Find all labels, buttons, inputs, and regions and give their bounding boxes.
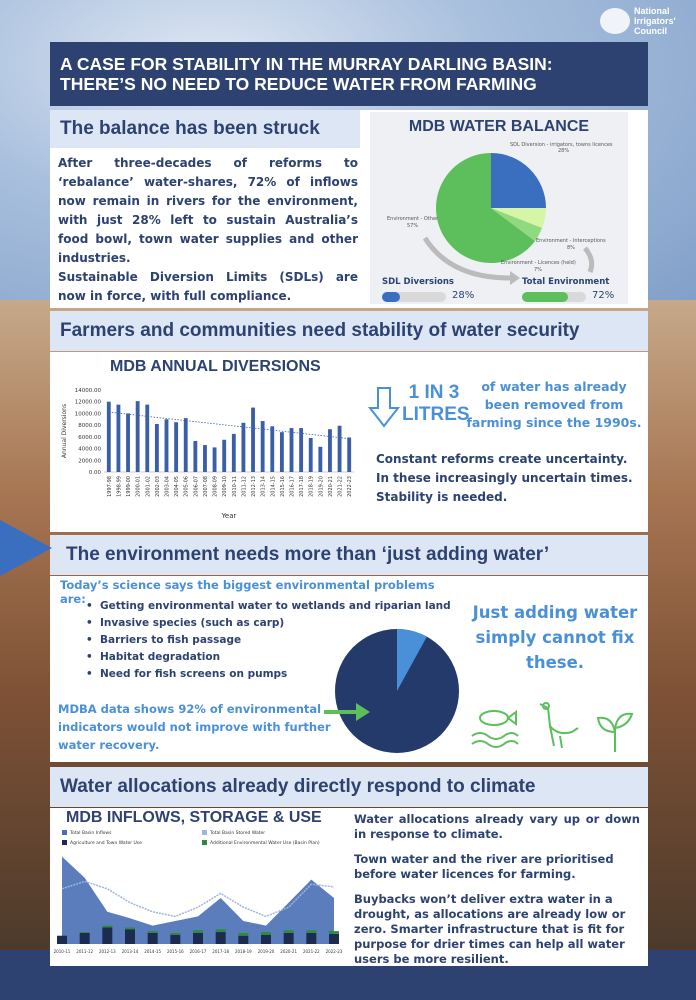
section4-para2: Town water and the river are prioritised before water licences for farming. [354, 852, 614, 881]
label-sdl-pct: 28% [558, 148, 570, 154]
big-unit: LITRES [402, 404, 470, 425]
stat-text: of water has already been removed from farming since the 1990s. [466, 379, 642, 430]
x-tick-label: 2021-22 [337, 476, 344, 497]
y-tick-label: 6000.00 [78, 434, 101, 441]
diversion-bar [145, 405, 149, 472]
sdl-bar-label: SDL Diversions [382, 277, 454, 287]
inflows-chart-title: MDB INFLOWS, STORAGE & USE [66, 809, 322, 826]
diversion-bar [280, 432, 284, 472]
problem-item-5: • Need for fish screens on pumps [86, 668, 466, 680]
problem-item-2: • Invasive species (such as carp) [86, 617, 466, 629]
section1-para2: Sustainable Diversion Limits (SDLs) are now in force, with full compliance. [58, 270, 358, 303]
diversion-bar [126, 413, 130, 472]
x-tick-label: 2020-21 [327, 476, 334, 497]
section4-para3: Buybacks won’t deliver extra water in a drought, as allocations are already low or zero. Smarter infrastructure that is fit for purpose for drier times can help all water users be more resilient. [354, 892, 626, 966]
use-bar [238, 936, 248, 944]
x-tick-label: 2017-18 [299, 476, 306, 497]
diversion-bar [270, 426, 274, 472]
label-sdl: SDL Diversion - irrigators, towns licences [510, 142, 613, 148]
inflows-chart [53, 830, 343, 962]
legend-label: Total Basin Stored Water [210, 831, 266, 836]
y-tick-label: 8000.00 [78, 423, 101, 430]
use-bar [306, 933, 316, 944]
y-tick-label: 2000.00 [78, 458, 101, 465]
diversion-bar [318, 447, 322, 472]
use-bar [102, 927, 112, 944]
fish-icon [470, 704, 520, 750]
x-tick-label: 2001-02 [145, 476, 152, 497]
diversion-bar [136, 401, 140, 472]
x-tick-label: 2012-13 [98, 949, 116, 954]
diversion-bar [328, 429, 332, 472]
pie-slice-sdl [491, 153, 546, 208]
x-tick-label: 2013-14 [260, 476, 267, 497]
x-tick-label: 2003-04 [164, 476, 171, 497]
section1-heading: The balance has been struck [50, 110, 360, 148]
diversion-bar [222, 440, 226, 472]
legend-label: Total Basin Inflows [70, 831, 112, 836]
x-tick-label: 2016-17 [289, 476, 296, 497]
x-tick-label: 2019-20 [257, 949, 275, 954]
x-tick-label: 2018-19 [308, 476, 315, 497]
label-intercept: Environment - Interceptions [536, 238, 606, 244]
y-tick-label: 4000.00 [78, 446, 101, 453]
env-use-bar [102, 926, 112, 928]
x-tick-label: 2000-01 [135, 476, 142, 497]
x-tick-label: 2006-07 [193, 476, 200, 497]
x-tick-label: 2007-08 [202, 476, 209, 497]
x-axis-label: Year [221, 512, 237, 520]
env-bar-fill [522, 292, 568, 302]
use-bar [261, 935, 271, 944]
x-tick-label: 2010-11 [53, 949, 71, 954]
label-env-other-pct: 57% [407, 223, 419, 229]
section4-heading: Water allocations already directly respond to climate [50, 767, 648, 807]
diversion-bar [117, 405, 121, 472]
bird-icon [532, 698, 582, 752]
diversion-bar [232, 434, 236, 472]
x-tick-label: 2008-09 [212, 476, 219, 497]
trend-line [109, 412, 349, 438]
balance-chart-title: MDB WATER BALANCE [408, 118, 590, 135]
triangle-marker-icon [0, 520, 52, 576]
legend-swatch [62, 840, 67, 845]
env-use-bar [329, 931, 339, 934]
x-tick-label: 2013-14 [121, 949, 139, 954]
x-tick-label: 2010-11 [231, 476, 238, 497]
arrow-head-left [510, 271, 520, 285]
x-tick-label: 1998-99 [116, 476, 123, 497]
indicators-pie [330, 624, 464, 758]
env-use-bar [238, 933, 248, 936]
x-tick-label: 2012-13 [251, 476, 258, 497]
label-licences-pct: 7% [534, 267, 542, 273]
diversions-chart [56, 384, 362, 524]
env-use-bar [148, 931, 158, 933]
section3-heading: The environment needs more than ‘just adding water’ [50, 535, 648, 575]
x-tick-label: 2018-19 [234, 949, 252, 954]
x-tick-label: 2017-18 [212, 949, 230, 954]
logo-text: National Irrigators' Council [634, 6, 676, 36]
use-bar [125, 929, 135, 944]
env-use-bar [80, 932, 90, 933]
env-use-bar [306, 930, 316, 933]
env-use-bar [216, 929, 226, 932]
diversion-bar [193, 441, 197, 472]
label-licences: Environment - Licences (held) [501, 260, 576, 266]
x-tick-label: 2011-12 [241, 476, 248, 497]
section2-heading: Farmers and communities need stability of water security [50, 311, 648, 351]
label-intercept-pct: 8% [567, 245, 575, 251]
problem-item-3: • Barriers to fish passage [86, 634, 466, 646]
y-tick-label: 0.00 [88, 470, 101, 476]
plant-icon [594, 710, 636, 754]
diversion-bar [347, 437, 351, 472]
env-use-bar [261, 932, 271, 935]
env-use-bar [125, 927, 135, 929]
legend-swatch [202, 830, 207, 835]
sdl-bar-fill [382, 292, 400, 302]
use-bar [329, 934, 339, 944]
diversion-bar [299, 428, 303, 472]
australia-map-icon [600, 8, 630, 34]
x-tick-label: 2022-23 [325, 949, 343, 954]
env-bar-value: 72% [592, 290, 615, 301]
x-tick-label: 2014-15 [144, 949, 162, 954]
diversion-bar [155, 424, 159, 472]
use-bar [80, 933, 90, 944]
x-tick-label: 1997-98 [106, 476, 113, 497]
big-number: 1 IN 3 [408, 382, 460, 403]
sdl-bar-value: 28% [452, 290, 475, 301]
y-tick-label: 14000.00 [74, 388, 101, 394]
x-tick-label: 2014-15 [270, 476, 277, 497]
use-bar [284, 933, 294, 944]
green-arrow-icon [322, 700, 372, 724]
env-bar-label: Total Environment [522, 277, 610, 287]
sdl-bar [382, 292, 446, 302]
use-bar [57, 936, 67, 944]
use-bar [170, 935, 180, 944]
legend-label: Agriculture and Town Water Use [70, 841, 142, 846]
x-tick-label: 2020-21 [280, 949, 298, 954]
callout: Just adding water simply cannot fix these. [472, 603, 638, 672]
diversion-bar [290, 428, 294, 472]
use-bar [148, 933, 158, 944]
x-tick-label: 2015-16 [279, 476, 286, 497]
diversion-bar [242, 423, 246, 472]
section1-para1: After three-decades of reforms to ‘rebalance’ water-shares, 72% of inflows now remain in rivers for the environment, with just 28% left to sustain Australia’s food bowl, town water supplies and other industries. [58, 156, 358, 265]
diversion-bar [338, 426, 342, 472]
diversion-bar [174, 422, 178, 472]
section4-para1: Water allocations already vary up or down in response to climate. [354, 812, 640, 841]
title-line-1: A CASE FOR STABILITY IN THE MURRAY DARLING BASIN: [60, 54, 553, 74]
env-bar [522, 292, 586, 302]
arrow-right [585, 248, 592, 272]
env-use-bar [193, 930, 203, 933]
x-tick-label: 2022-23 [347, 476, 354, 497]
down-arrow-icon [368, 386, 400, 428]
balance-pie [370, 138, 628, 288]
legend-swatch [202, 840, 207, 845]
problem-item-1: • Getting environmental water to wetlands and riparian land [86, 600, 466, 612]
nic-logo [600, 6, 686, 36]
label-env-other: Environment - Other [387, 216, 439, 222]
x-tick-label: 2009-10 [222, 476, 229, 497]
diversion-bar [251, 408, 255, 472]
x-tick-label: 2016-17 [189, 949, 207, 954]
y-tick-label: 12000.00 [74, 399, 101, 406]
env-use-bar [170, 933, 180, 935]
legend-label: Additional Environmental Water Use (Basin Plan) [210, 841, 320, 846]
page-title [50, 42, 648, 106]
section3-intro: Today’s science says the biggest environmental problems are: [60, 578, 435, 606]
x-tick-label: 2011-12 [76, 949, 94, 954]
x-tick-label: 1999-00 [126, 476, 133, 497]
problem-item-4: • Habitat degradation [86, 651, 466, 663]
diversion-bar [184, 418, 188, 472]
title-line-2: THERE’S NO NEED TO REDUCE WATER FROM FARMING [60, 74, 537, 94]
x-tick-label: 2015-16 [166, 949, 184, 954]
y-axis-label: Annual Diversions [61, 403, 68, 459]
env-use-bar [284, 930, 294, 933]
diversion-bar [309, 438, 313, 472]
diversion-bar [203, 445, 207, 472]
x-tick-label: 2021-22 [302, 949, 320, 954]
diversion-bar [165, 419, 169, 472]
legend-swatch [62, 830, 67, 835]
y-tick-label: 10000.00 [74, 411, 101, 418]
section2-para: Constant reforms create uncertainty. In these increasingly uncertain times. Stability is needed. [376, 452, 633, 504]
x-tick-label: 2002-03 [154, 476, 161, 497]
use-bar [193, 933, 203, 944]
mdba-text: MDBA data shows 92% of environmental indicators would not improve with further water recovery. [58, 702, 331, 752]
x-tick-label: 2005-06 [183, 476, 190, 497]
use-bar [216, 932, 226, 944]
x-tick-label: 2019-20 [318, 476, 325, 497]
diversions-chart-title: MDB ANNUAL DIVERSIONS [110, 358, 321, 375]
diversion-bar [213, 447, 217, 472]
x-tick-label: 2004-05 [174, 476, 181, 497]
